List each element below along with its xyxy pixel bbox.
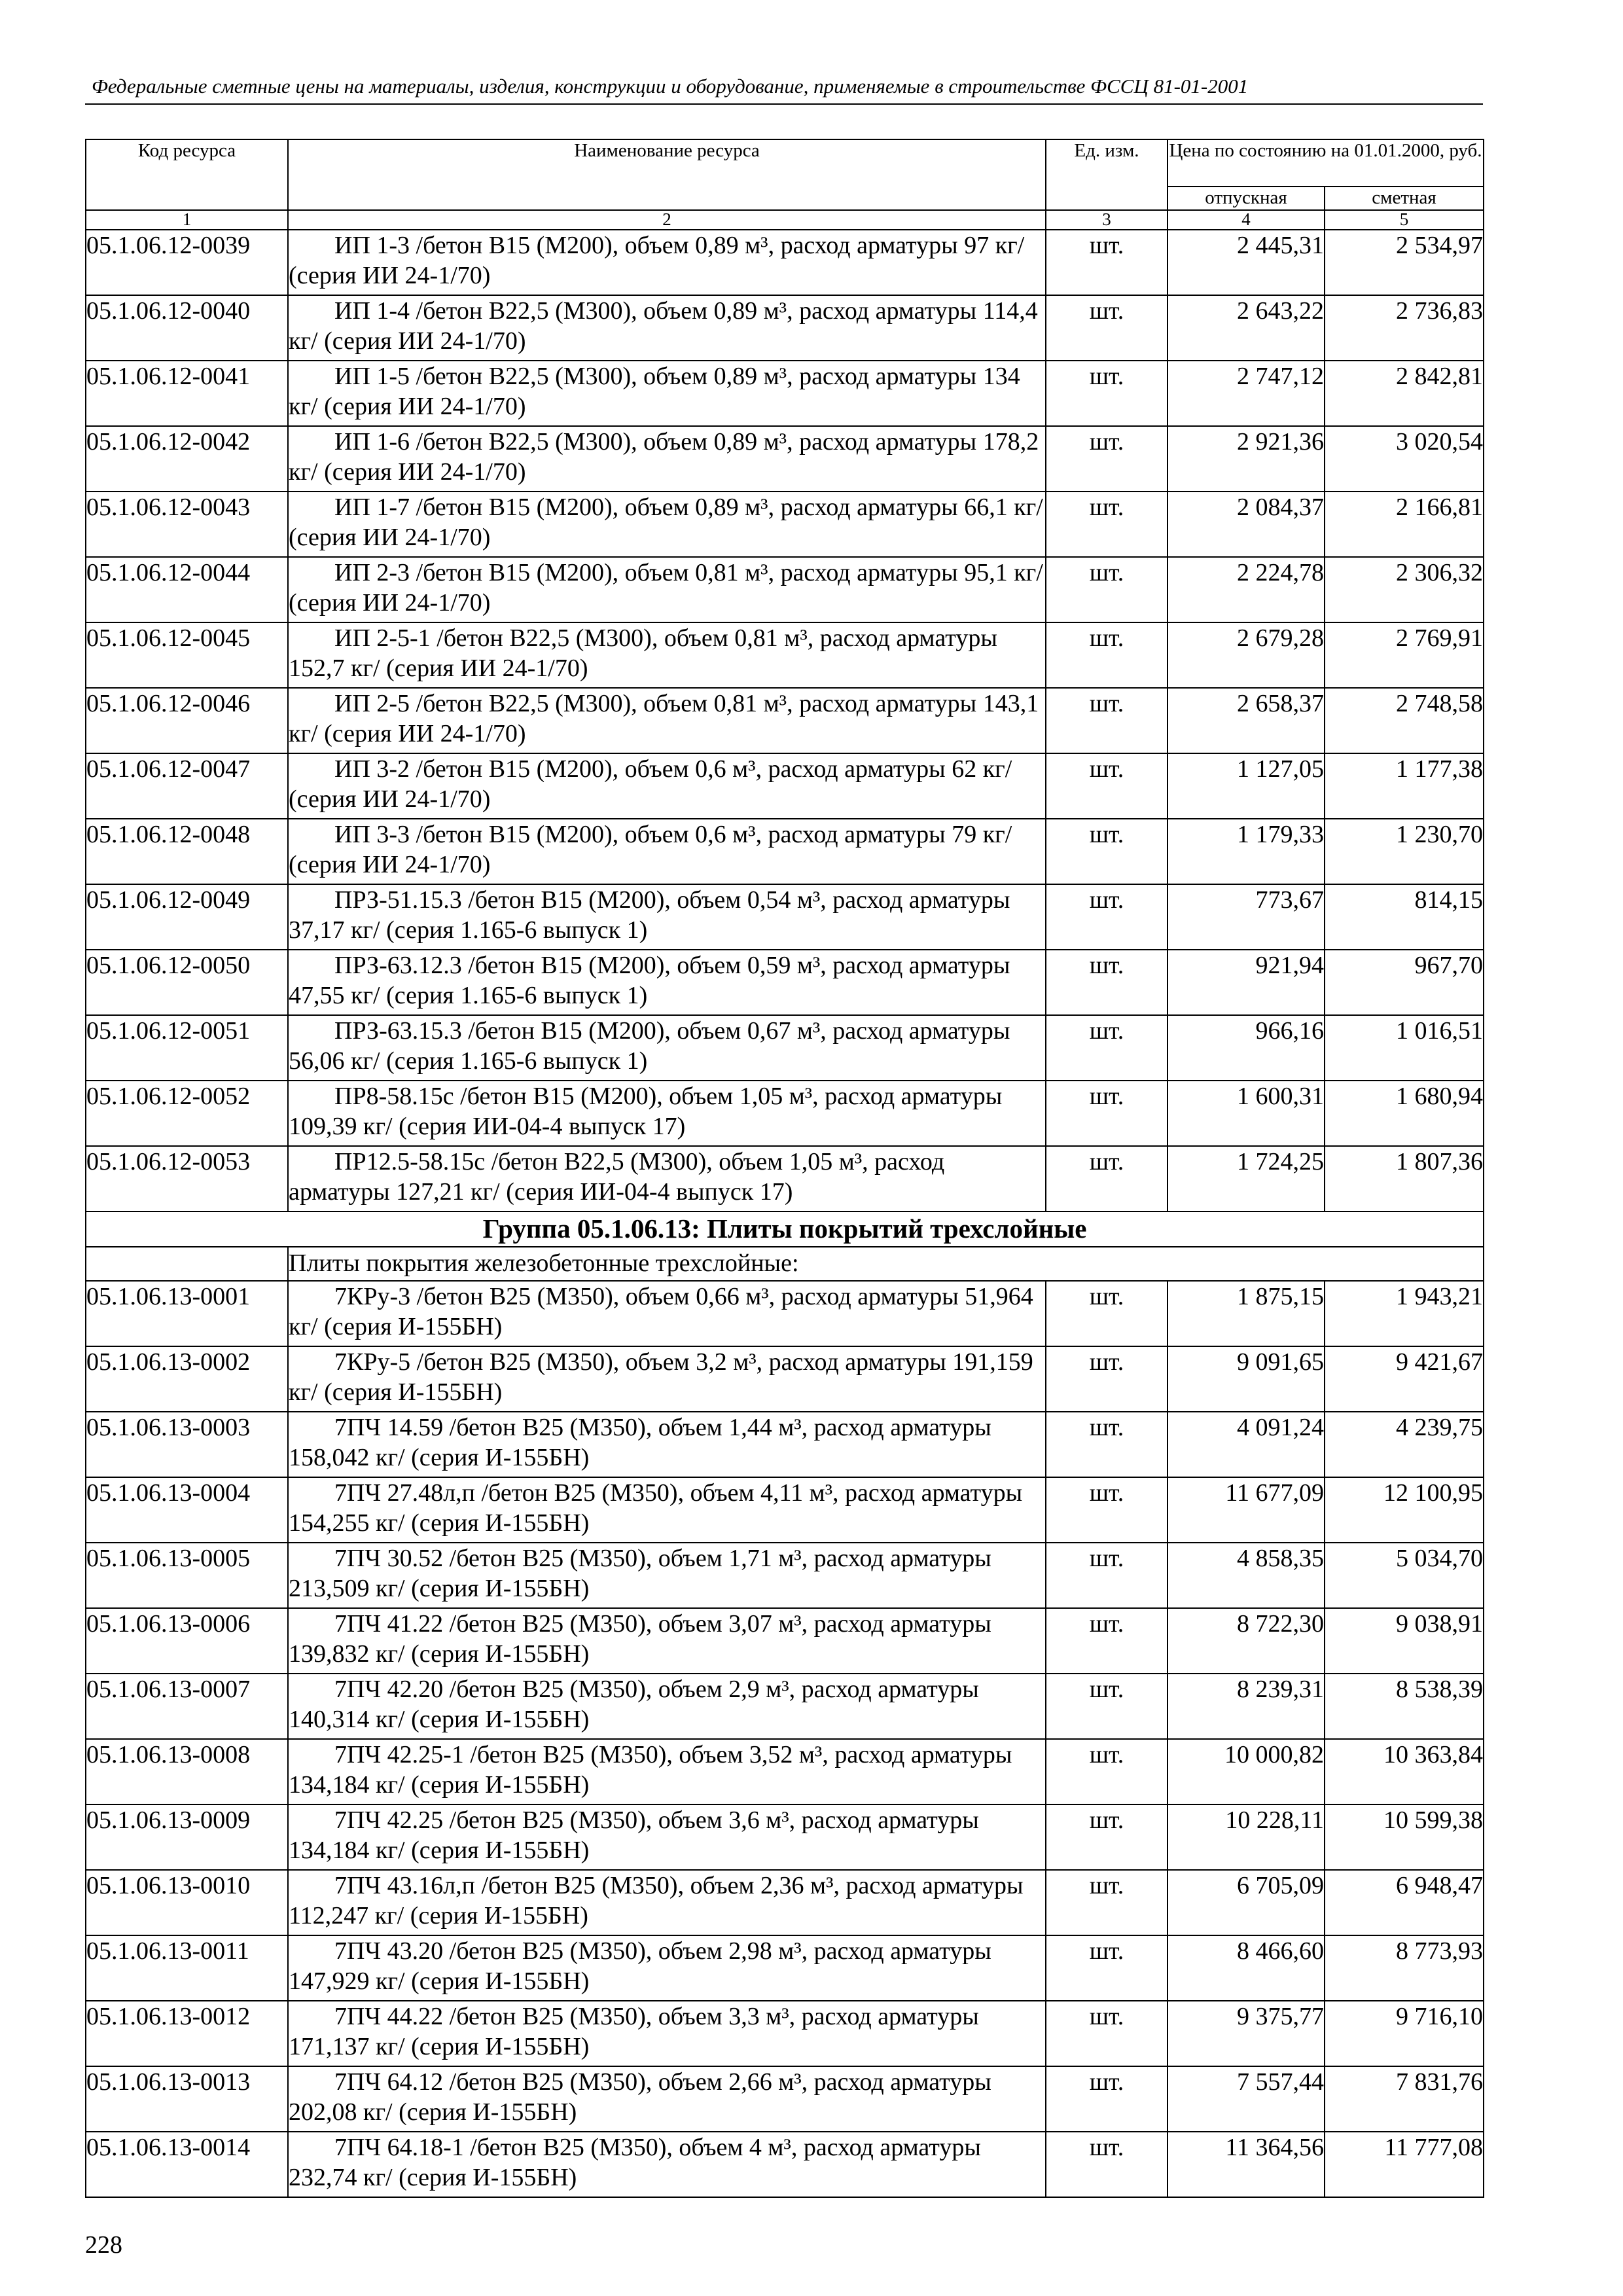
resource-code: 05.1.06.13-0007 (86, 1674, 288, 1739)
table-row (86, 230, 1484, 295)
estimate-price: 8 538,39 (1325, 1674, 1484, 1739)
unit-of-measure: шт. (1046, 1015, 1168, 1081)
resource-name (288, 1739, 1046, 1804)
estimate-price: 2 842,81 (1325, 361, 1484, 426)
resource-name-text: ИП 1-6 /бетон В22,5 (М300), объем 0,89 м³, расход арматуры 178,2 кг/ (серия ИИ 24-1/70) (289, 428, 1039, 486)
resource-name-text: 7ПЧ 41.22 /бетон В25 (М350), объем 3,07 м³, расход арматуры 139,832 кг/ (серия И-155БН) (289, 1610, 991, 1668)
wholesale-price: 2 921,36 (1168, 426, 1325, 492)
wholesale-price: 2 643,22 (1168, 295, 1325, 361)
resource-code: 05.1.06.12-0051 (86, 1015, 288, 1081)
table-row (86, 753, 1484, 819)
estimate-price: 5 034,70 (1325, 1543, 1484, 1608)
resource-name-text: 7ПЧ 14.59 /бетон В25 (М350), объем 1,44 м³, расход арматуры 158,042 кг/ (серия И-155БН) (289, 1414, 991, 1471)
estimate-price: 1 680,94 (1325, 1081, 1484, 1146)
estimate-price: 1 016,51 (1325, 1015, 1484, 1081)
unit-of-measure: шт. (1046, 1146, 1168, 1211)
unit-of-measure: шт. (1046, 622, 1168, 688)
resource-name-text: 7ПЧ 42.25 /бетон В25 (М350), объем 3,6 м³, расход арматуры 134,184 кг/ (серия И-155БН) (289, 1806, 979, 1864)
unit-of-measure: шт. (1046, 1412, 1168, 1477)
estimate-price: 9 421,67 (1325, 1346, 1484, 1412)
column-number: 4 (1168, 210, 1325, 230)
resource-name (288, 295, 1046, 361)
resource-code: 05.1.06.12-0053 (86, 1146, 288, 1211)
resource-code: 05.1.06.13-0010 (86, 1870, 288, 1935)
estimate-price: 2 306,32 (1325, 557, 1484, 622)
resource-code: 05.1.06.12-0050 (86, 950, 288, 1015)
table-row (86, 2066, 1484, 2132)
running-header: Федеральные сметные цены на материалы, изделия, конструкции и оборудование, применяемые в строительстве ФССЦ 81-01-2001 (92, 75, 1249, 98)
subgroup-empty-cell (86, 1247, 288, 1281)
wholesale-price: 9 091,65 (1168, 1346, 1325, 1412)
wholesale-price: 2 747,12 (1168, 361, 1325, 426)
unit-of-measure: шт. (1046, 819, 1168, 884)
estimate-price: 11 777,08 (1325, 2132, 1484, 2197)
estimate-price: 6 948,47 (1325, 1870, 1484, 1935)
table-row (86, 1804, 1484, 1870)
resource-code: 05.1.06.13-0002 (86, 1346, 288, 1412)
resource-name-text: ПРЗ-63.15.3 /бетон В15 (М200), объем 0,67 м³, расход арматуры 56,06 кг/ (серия 1.165-6 выпуск 1) (289, 1017, 1010, 1075)
table-row (86, 492, 1484, 557)
unit-of-measure: шт. (1046, 1346, 1168, 1412)
column-number: 5 (1325, 210, 1484, 230)
resource-name (288, 1081, 1046, 1146)
header-estimate: сметная (1325, 187, 1484, 210)
unit-of-measure: шт. (1046, 1543, 1168, 1608)
group-section (86, 1211, 1484, 1281)
wholesale-price: 2 445,31 (1168, 230, 1325, 295)
table-row (86, 1608, 1484, 1674)
wholesale-price: 10 000,82 (1168, 1739, 1325, 1804)
table-row (86, 1412, 1484, 1477)
table-row (86, 557, 1484, 622)
resource-name-text: ИП 2-3 /бетон В15 (М200), объем 0,81 м³, расход арматуры 95,1 кг/ (серия ИИ 24-1/70) (289, 559, 1043, 617)
resource-name (288, 2132, 1046, 2197)
header-name: Наименование ресурса (288, 139, 1046, 210)
wholesale-price: 2 679,28 (1168, 622, 1325, 688)
wholesale-price: 966,16 (1168, 1015, 1325, 1081)
resource-code: 05.1.06.12-0041 (86, 361, 288, 426)
resource-name-text: 7ПЧ 43.16л,п /бетон В25 (М350), объем 2,36 м³, расход арматуры 112,247 кг/ (серия И-155БН) (289, 1872, 1024, 1929)
table-row (86, 688, 1484, 753)
resource-code: 05.1.06.12-0046 (86, 688, 288, 753)
estimate-price: 1 230,70 (1325, 819, 1484, 884)
wholesale-price: 1 127,05 (1168, 753, 1325, 819)
wholesale-price: 1 600,31 (1168, 1081, 1325, 1146)
column-number: 1 (86, 210, 288, 230)
wholesale-price: 11 364,56 (1168, 2132, 1325, 2197)
unit-of-measure: шт. (1046, 361, 1168, 426)
resource-name-text: ИП 2-5-1 /бетон В22,5 (М300), объем 0,81 м³, расход арматуры 152,7 кг/ (серия ИИ 24-1/70) (289, 624, 997, 682)
header-price: Цена по состоянию на 01.01.2000, руб. (1168, 139, 1484, 187)
table-row (86, 1870, 1484, 1935)
resource-code: 05.1.06.12-0042 (86, 426, 288, 492)
resource-code: 05.1.06.13-0006 (86, 1608, 288, 1674)
resource-name (288, 361, 1046, 426)
header-wholesale: отпускная (1168, 187, 1325, 210)
wholesale-price: 9 375,77 (1168, 2001, 1325, 2066)
table-row (86, 1477, 1484, 1543)
resource-name (288, 2001, 1046, 2066)
unit-of-measure: шт. (1046, 492, 1168, 557)
resource-code: 05.1.06.13-0004 (86, 1477, 288, 1543)
estimate-price: 2 534,97 (1325, 230, 1484, 295)
resource-code: 05.1.06.12-0047 (86, 753, 288, 819)
group-title: Группа 05.1.06.13: Плиты покрытий трехслойные (86, 1211, 1484, 1247)
resource-name (288, 1412, 1046, 1477)
wholesale-price: 7 557,44 (1168, 2066, 1325, 2132)
estimate-price: 8 773,93 (1325, 1935, 1484, 2001)
table-row (86, 1281, 1484, 1346)
estimate-price: 1 943,21 (1325, 1281, 1484, 1346)
estimate-price: 9 716,10 (1325, 2001, 1484, 2066)
wholesale-price: 2 084,37 (1168, 492, 1325, 557)
resource-name (288, 622, 1046, 688)
wholesale-price: 4 091,24 (1168, 1412, 1325, 1477)
resource-name (288, 1674, 1046, 1739)
resource-code: 05.1.06.12-0040 (86, 295, 288, 361)
table-row (86, 622, 1484, 688)
unit-of-measure: шт. (1046, 753, 1168, 819)
column-number-row (86, 210, 1484, 230)
table-row (86, 1674, 1484, 1739)
resource-name (288, 1608, 1046, 1674)
resource-name (288, 1477, 1046, 1543)
wholesale-price: 1 875,15 (1168, 1281, 1325, 1346)
resource-code: 05.1.06.13-0013 (86, 2066, 288, 2132)
wholesale-price: 1 179,33 (1168, 819, 1325, 884)
resource-name-text: ПР8-58.15с /бетон В15 (М200), объем 1,05 м³, расход арматуры 109,39 кг/ (серия ИИ-04-4 выпуск 17) (289, 1083, 1003, 1140)
unit-of-measure: шт. (1046, 1081, 1168, 1146)
resource-name-text: 7КРу-5 /бетон В25 (М350), объем 3,2 м³, расход арматуры 191,159 кг/ (серия И-155БН) (289, 1348, 1033, 1406)
resource-name-text: ИП 1-4 /бетон В22,5 (М300), объем 0,89 м³, расход арматуры 114,4 кг/ (серия ИИ 24-1/70) (289, 297, 1038, 355)
table-row (86, 2001, 1484, 2066)
table-row (86, 1935, 1484, 2001)
table-row (86, 295, 1484, 361)
resource-code: 05.1.06.13-0014 (86, 2132, 288, 2197)
unit-of-measure: шт. (1046, 884, 1168, 950)
resource-name-text: 7ПЧ 43.20 /бетон В25 (М350), объем 2,98 м³, расход арматуры 147,929 кг/ (серия И-155БН) (289, 1937, 991, 1995)
wholesale-price: 1 724,25 (1168, 1146, 1325, 1211)
resource-name-text: 7ПЧ 42.20 /бетон В25 (М350), объем 2,9 м³, расход арматуры 140,314 кг/ (серия И-155БН) (289, 1676, 979, 1733)
unit-of-measure: шт. (1046, 1477, 1168, 1543)
page-number: 228 (85, 2231, 122, 2259)
resource-name (288, 557, 1046, 622)
unit-of-measure: шт. (1046, 1608, 1168, 1674)
resource-name-text: 7ПЧ 30.52 /бетон В25 (М350), объем 1,71 м³, расход арматуры 213,509 кг/ (серия И-155БН) (289, 1545, 991, 1602)
resource-name-text: 7ПЧ 64.18-1 /бетон В25 (М350), объем 4 м³, расход арматуры 232,74 кг/ (серия И-155БН) (289, 2134, 981, 2191)
subgroup-title: Плиты покрытия железобетонные трехслойные: (288, 1247, 1484, 1281)
table-row (86, 950, 1484, 1015)
resource-name-text: 7ПЧ 64.12 /бетон В25 (М350), объем 2,66 м³, расход арматуры 202,08 кг/ (серия И-155БН) (289, 2068, 991, 2126)
unit-of-measure: шт. (1046, 688, 1168, 753)
unit-of-measure: шт. (1046, 230, 1168, 295)
wholesale-price: 8 722,30 (1168, 1608, 1325, 1674)
wholesale-price: 8 466,60 (1168, 1935, 1325, 2001)
resource-name-text: ПРЗ-51.15.3 /бетон В15 (М200), объем 0,54 м³, расход арматуры 37,17 кг/ (серия 1.165-6 выпуск 1) (289, 886, 1010, 944)
unit-of-measure: шт. (1046, 1739, 1168, 1804)
table-row (86, 426, 1484, 492)
unit-of-measure: шт. (1046, 295, 1168, 361)
header-unit: Ед. изм. (1046, 139, 1168, 210)
unit-of-measure: шт. (1046, 950, 1168, 1015)
resource-code: 05.1.06.13-0011 (86, 1935, 288, 2001)
resource-name (288, 950, 1046, 1015)
table-row (86, 361, 1484, 426)
resource-name-text: 7КРу-3 /бетон В25 (М350), объем 0,66 м³, расход арматуры 51,964 кг/ (серия И-155БН) (289, 1283, 1033, 1340)
resource-code: 05.1.06.13-0001 (86, 1281, 288, 1346)
table-header (86, 139, 1484, 230)
resource-name (288, 1543, 1046, 1608)
unit-of-measure: шт. (1046, 1935, 1168, 2001)
estimate-price: 2 736,83 (1325, 295, 1484, 361)
table-row (86, 1739, 1484, 1804)
table-row (86, 1081, 1484, 1146)
resource-name (288, 1804, 1046, 1870)
resource-name-text: 7ПЧ 44.22 /бетон В25 (М350), объем 3,3 м³, расход арматуры 171,137 кг/ (серия И-155БН) (289, 2003, 979, 2060)
resource-name-text: 7ПЧ 27.48л,п /бетон В25 (М350), объем 4,11 м³, расход арматуры 154,255 кг/ (серия И-155БН) (289, 1479, 1023, 1537)
unit-of-measure: шт. (1046, 1674, 1168, 1739)
resource-name (288, 1146, 1046, 1211)
estimate-price: 4 239,75 (1325, 1412, 1484, 1477)
wholesale-price: 11 677,09 (1168, 1477, 1325, 1543)
resource-code: 05.1.06.13-0009 (86, 1804, 288, 1870)
table-row (86, 1346, 1484, 1412)
resource-code: 05.1.06.12-0044 (86, 557, 288, 622)
resource-code: 05.1.06.12-0045 (86, 622, 288, 688)
unit-of-measure: шт. (1046, 1870, 1168, 1935)
resource-code: 05.1.06.13-0005 (86, 1543, 288, 1608)
resource-name (288, 1870, 1046, 1935)
unit-of-measure: шт. (1046, 1804, 1168, 1870)
resource-name (288, 753, 1046, 819)
table-body-b (86, 1281, 1484, 2197)
resource-name (288, 1015, 1046, 1081)
resource-name-text: 7ПЧ 42.25-1 /бетон В25 (М350), объем 3,52 м³, расход арматуры 134,184 кг/ (серия И-155БН) (289, 1741, 1012, 1799)
resource-name (288, 819, 1046, 884)
table-row (86, 884, 1484, 950)
table-row (86, 1146, 1484, 1211)
estimate-price: 2 769,91 (1325, 622, 1484, 688)
wholesale-price: 10 228,11 (1168, 1804, 1325, 1870)
unit-of-measure: шт. (1046, 2066, 1168, 2132)
estimate-price: 9 038,91 (1325, 1608, 1484, 1674)
estimate-price: 10 599,38 (1325, 1804, 1484, 1870)
table-row (86, 1015, 1484, 1081)
table-row (86, 819, 1484, 884)
resource-code: 05.1.06.12-0043 (86, 492, 288, 557)
resource-name (288, 688, 1046, 753)
estimate-price: 967,70 (1325, 950, 1484, 1015)
resource-name (288, 884, 1046, 950)
resource-code: 05.1.06.12-0052 (86, 1081, 288, 1146)
resource-code: 05.1.06.13-0008 (86, 1739, 288, 1804)
resource-name-text: ИП 1-5 /бетон В22,5 (М300), объем 0,89 м³, расход арматуры 134 кг/ (серия ИИ 24-1/70) (289, 363, 1020, 420)
resource-name-text: ИП 3-2 /бетон В15 (М200), объем 0,6 м³, расход арматуры 62 кг/ (серия ИИ 24-1/70) (289, 755, 1012, 813)
unit-of-measure: шт. (1046, 1281, 1168, 1346)
table-row (86, 2132, 1484, 2197)
column-number: 2 (288, 210, 1046, 230)
estimate-price: 814,15 (1325, 884, 1484, 950)
estimate-price: 2 166,81 (1325, 492, 1484, 557)
resource-code: 05.1.06.12-0039 (86, 230, 288, 295)
resource-name (288, 1281, 1046, 1346)
wholesale-price: 921,94 (1168, 950, 1325, 1015)
estimate-price: 7 831,76 (1325, 2066, 1484, 2132)
resource-name-text: ПР12.5-58.15с /бетон В22,5 (М300), объем 1,05 м³, расход арматуры 127,21 кг/ (серия ИИ-04-4 выпуск 17) (289, 1148, 945, 1206)
price-table (85, 139, 1484, 2198)
resource-name-text: ИП 1-7 /бетон В15 (М200), объем 0,89 м³, расход арматуры 66,1 кг/ (серия ИИ 24-1/70) (289, 493, 1043, 551)
resource-name (288, 2066, 1046, 2132)
estimate-price: 2 748,58 (1325, 688, 1484, 753)
resource-name-text: ИП 3-3 /бетон В15 (М200), объем 0,6 м³, расход арматуры 79 кг/ (серия ИИ 24-1/70) (289, 821, 1012, 878)
table-row (86, 1543, 1484, 1608)
resource-name-text: ИП 2-5 /бетон В22,5 (М300), объем 0,81 м³, расход арматуры 143,1 кг/ (серия ИИ 24-1/70) (289, 690, 1039, 747)
unit-of-measure: шт. (1046, 2132, 1168, 2197)
resource-name (288, 1935, 1046, 2001)
wholesale-price: 773,67 (1168, 884, 1325, 950)
unit-of-measure: шт. (1046, 2001, 1168, 2066)
resource-code: 05.1.06.13-0003 (86, 1412, 288, 1477)
estimate-price: 3 020,54 (1325, 426, 1484, 492)
resource-code: 05.1.06.12-0049 (86, 884, 288, 950)
wholesale-price: 2 658,37 (1168, 688, 1325, 753)
resource-code: 05.1.06.13-0012 (86, 2001, 288, 2066)
resource-code: 05.1.06.12-0048 (86, 819, 288, 884)
header-code: Код ресурса (86, 139, 288, 210)
resource-name (288, 1346, 1046, 1412)
resource-name (288, 492, 1046, 557)
estimate-price: 12 100,95 (1325, 1477, 1484, 1543)
resource-name (288, 426, 1046, 492)
estimate-price: 1 807,36 (1325, 1146, 1484, 1211)
unit-of-measure: шт. (1046, 426, 1168, 492)
unit-of-measure: шт. (1046, 557, 1168, 622)
resource-name-text: ИП 1-3 /бетон В15 (М200), объем 0,89 м³, расход арматуры 97 кг/ (серия ИИ 24-1/70) (289, 232, 1025, 289)
table-body-a (86, 230, 1484, 1211)
resource-name (288, 230, 1046, 295)
wholesale-price: 6 705,09 (1168, 1870, 1325, 1935)
wholesale-price: 4 858,35 (1168, 1543, 1325, 1608)
estimate-price: 1 177,38 (1325, 753, 1484, 819)
column-number: 3 (1046, 210, 1168, 230)
wholesale-price: 8 239,31 (1168, 1674, 1325, 1739)
estimate-price: 10 363,84 (1325, 1739, 1484, 1804)
header-rule (85, 103, 1483, 105)
resource-name-text: ПРЗ-63.12.3 /бетон В15 (М200), объем 0,59 м³, расход арматуры 47,55 кг/ (серия 1.165-6 выпуск 1) (289, 952, 1010, 1009)
wholesale-price: 2 224,78 (1168, 557, 1325, 622)
